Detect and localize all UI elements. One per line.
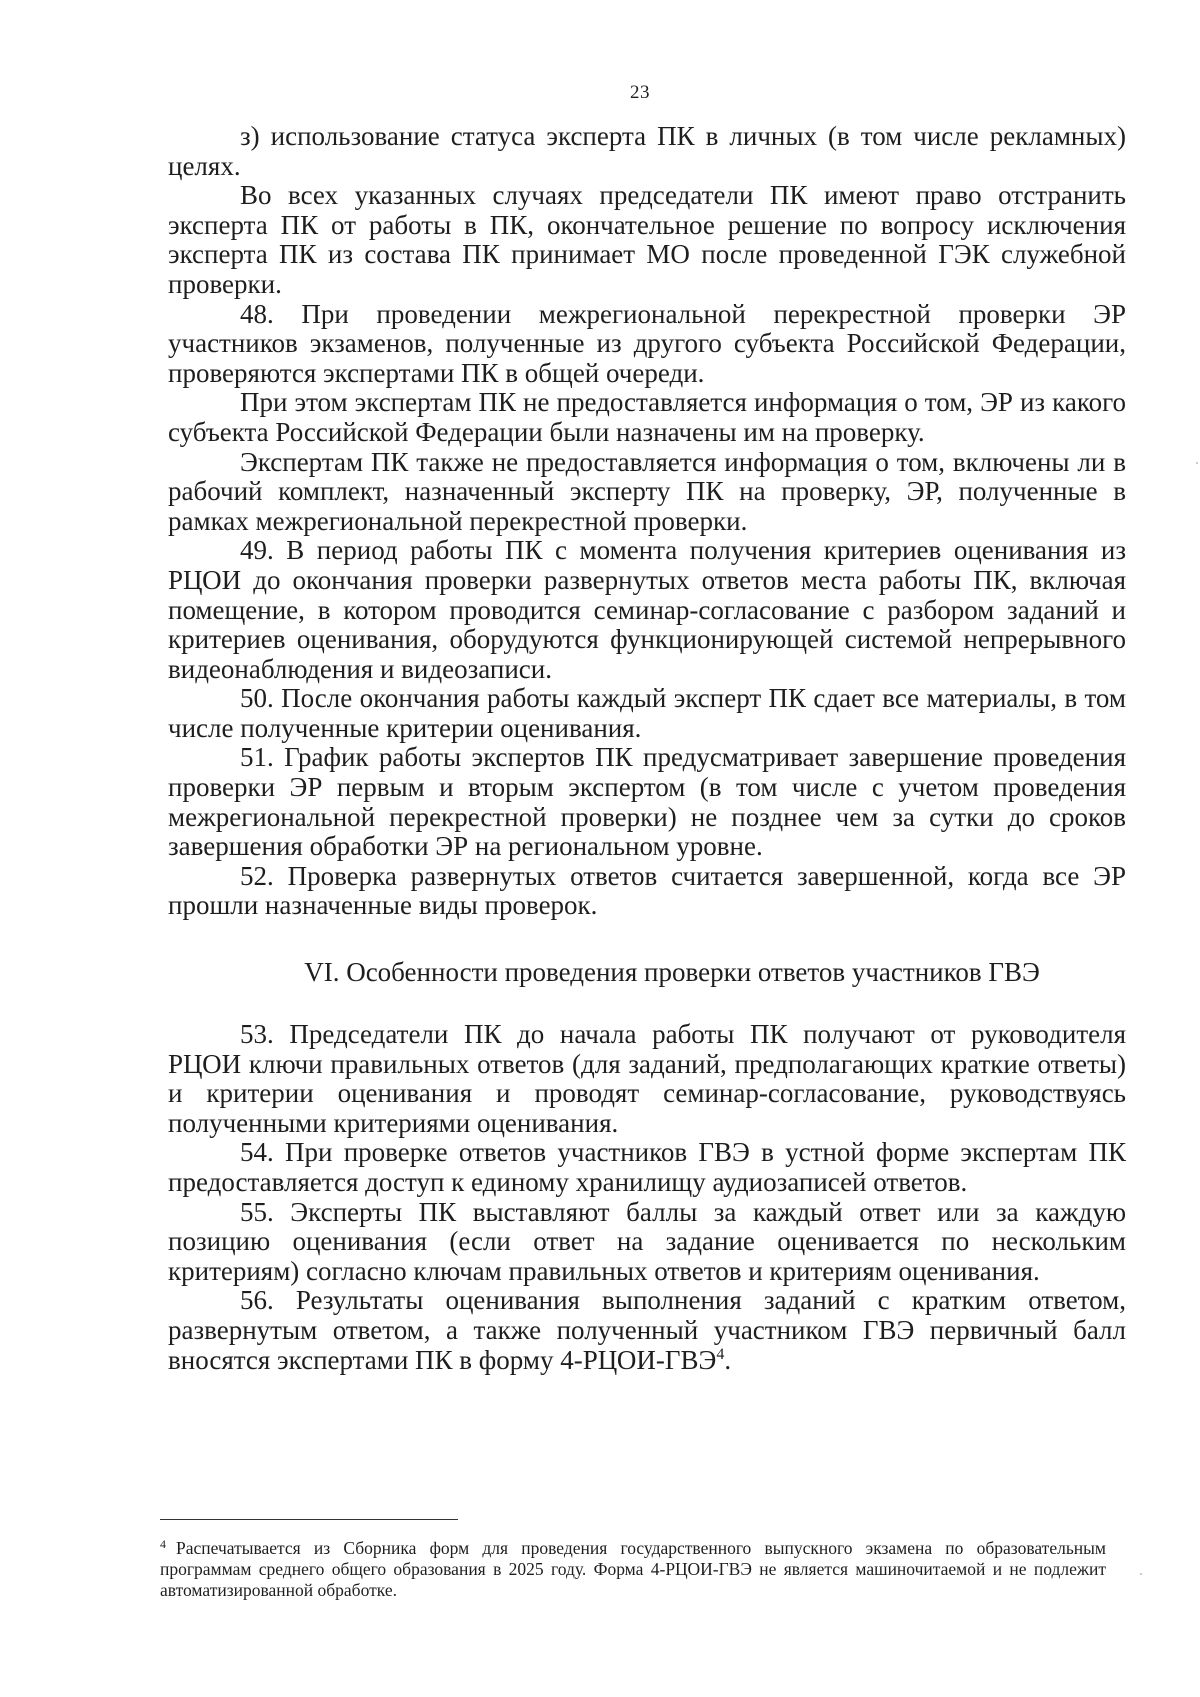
paragraph-exclusion: Во всех указанных случаях председатели ПК имеют право отстранить эксперта ПК от работы в ПК, окончательное решение по вопросу исключения эксперта ПК из состава ПК принимает МО после проведенной ГЭК служебной проверки. — [168, 180, 1126, 299]
paragraph-48-kit: Экспертам ПК также не предоставляется информация о том, включены ли в рабочий комплект, назначенный эксперту ПК на проверку, ЭР, полученные в рамках межрегиональной перекрестной проверки. — [168, 446, 1126, 536]
footnote-reference[interactable]: 4 — [716, 1345, 725, 1363]
page-number: 23 — [630, 82, 650, 103]
paragraph-56 — [168, 1286, 1126, 1375]
scan-speck — [1140, 1573, 1142, 1575]
footnote-mark: 4 — [160, 1537, 166, 1551]
paragraph-51: 51. График работы экспертов ПК предусматривает завершение проведения проверки ЭР первым и вторым экспертом (в том числе с учетом проведения межрегиональной перекрестной проверки) не позднее чем за сутки до сроков завершения обработки ЭР на региональном уровне. — [168, 742, 1126, 862]
paragraph-48-info: При этом экспертам ПК не предоставляется информация о том, ЭР из какого субъекта Российской Федерации были назначены им на проверку. — [168, 387, 1126, 447]
paragraph-53: 53. Председатели ПК до начала работы ПК получают от руководителя РЦОИ ключи правильных ответов (для заданий, предполагающих краткие ответы) и критерии оценивания и проводят семинар-согласование, руководствуясь полученными критериями оценивания. — [168, 1019, 1126, 1138]
paragraph-55: 55. Эксперты ПК выставляют баллы за каждый ответ или за каждую позицию оценивания (если ответ на задание оценивается по нескольким критериям) согласно ключам правильных ответов и критериям оценивания. — [168, 1196, 1126, 1286]
paragraph-54: 54. При проверке ответов участников ГВЭ в устной форме экспертам ПК предоставляется доступ к единому хранилищу аудиозаписей ответов. — [168, 1137, 1126, 1197]
footnote — [160, 1538, 1106, 1601]
paragraph-56-text: 56. Результаты оценивания выполнения заданий с кратким ответом, развернутым ответом, а также полученный участником ГВЭ первичный балл вносятся экспертами ПК в форму 4-РЦОИ-ГВЭ — [168, 1285, 1126, 1375]
paragraph-56-end: . — [724, 1344, 732, 1375]
footnote-separator — [160, 1519, 458, 1520]
paragraph-52: 52. Проверка развернутых ответов считается завершенной, когда все ЭР прошли назначенные виды проверок. — [168, 860, 1126, 921]
section-heading: VI. Особенности проведения проверки ответов участников ГВЭ — [304, 957, 1040, 988]
document-body — [168, 122, 1126, 1375]
paragraph-z: з) использование статуса эксперта ПК в личных (в том числе рекламных) целях. — [168, 121, 1126, 181]
paragraph-49: 49. В период работы ПК с момента получения критериев оценивания из РЦОИ до окончания проверки развернутых ответов места работы ПК, включая помещение, в котором проводится семинар-согласование с разбором заданий и критериев оценивания, оборудуются функционирующей системой непрерывного видеонаблюдения и видеозаписи. — [168, 535, 1126, 684]
paragraph-48: 48. При проведении межрегиональной перекрестной проверки ЭР участников экзаменов, полученные из другого субъекта Российской Федерации, проверяются экспертами ПК в общей очереди. — [168, 298, 1126, 388]
footnote-text: Распечатывается из Сборника форм для проведения государственного выпускного экзамена по образовательным программам среднего общего образования в 2025 году. Форма 4-РЦОИ-ГВЭ не является машиночитаемой и не подлежит автоматизированной обработке. — [160, 1538, 1106, 1600]
scan-speck — [1196, 462, 1198, 464]
paragraph-50: 50. После окончания работы каждый эксперт ПК сдает все материалы, в том числе полученные критерии оценивания. — [168, 683, 1126, 743]
